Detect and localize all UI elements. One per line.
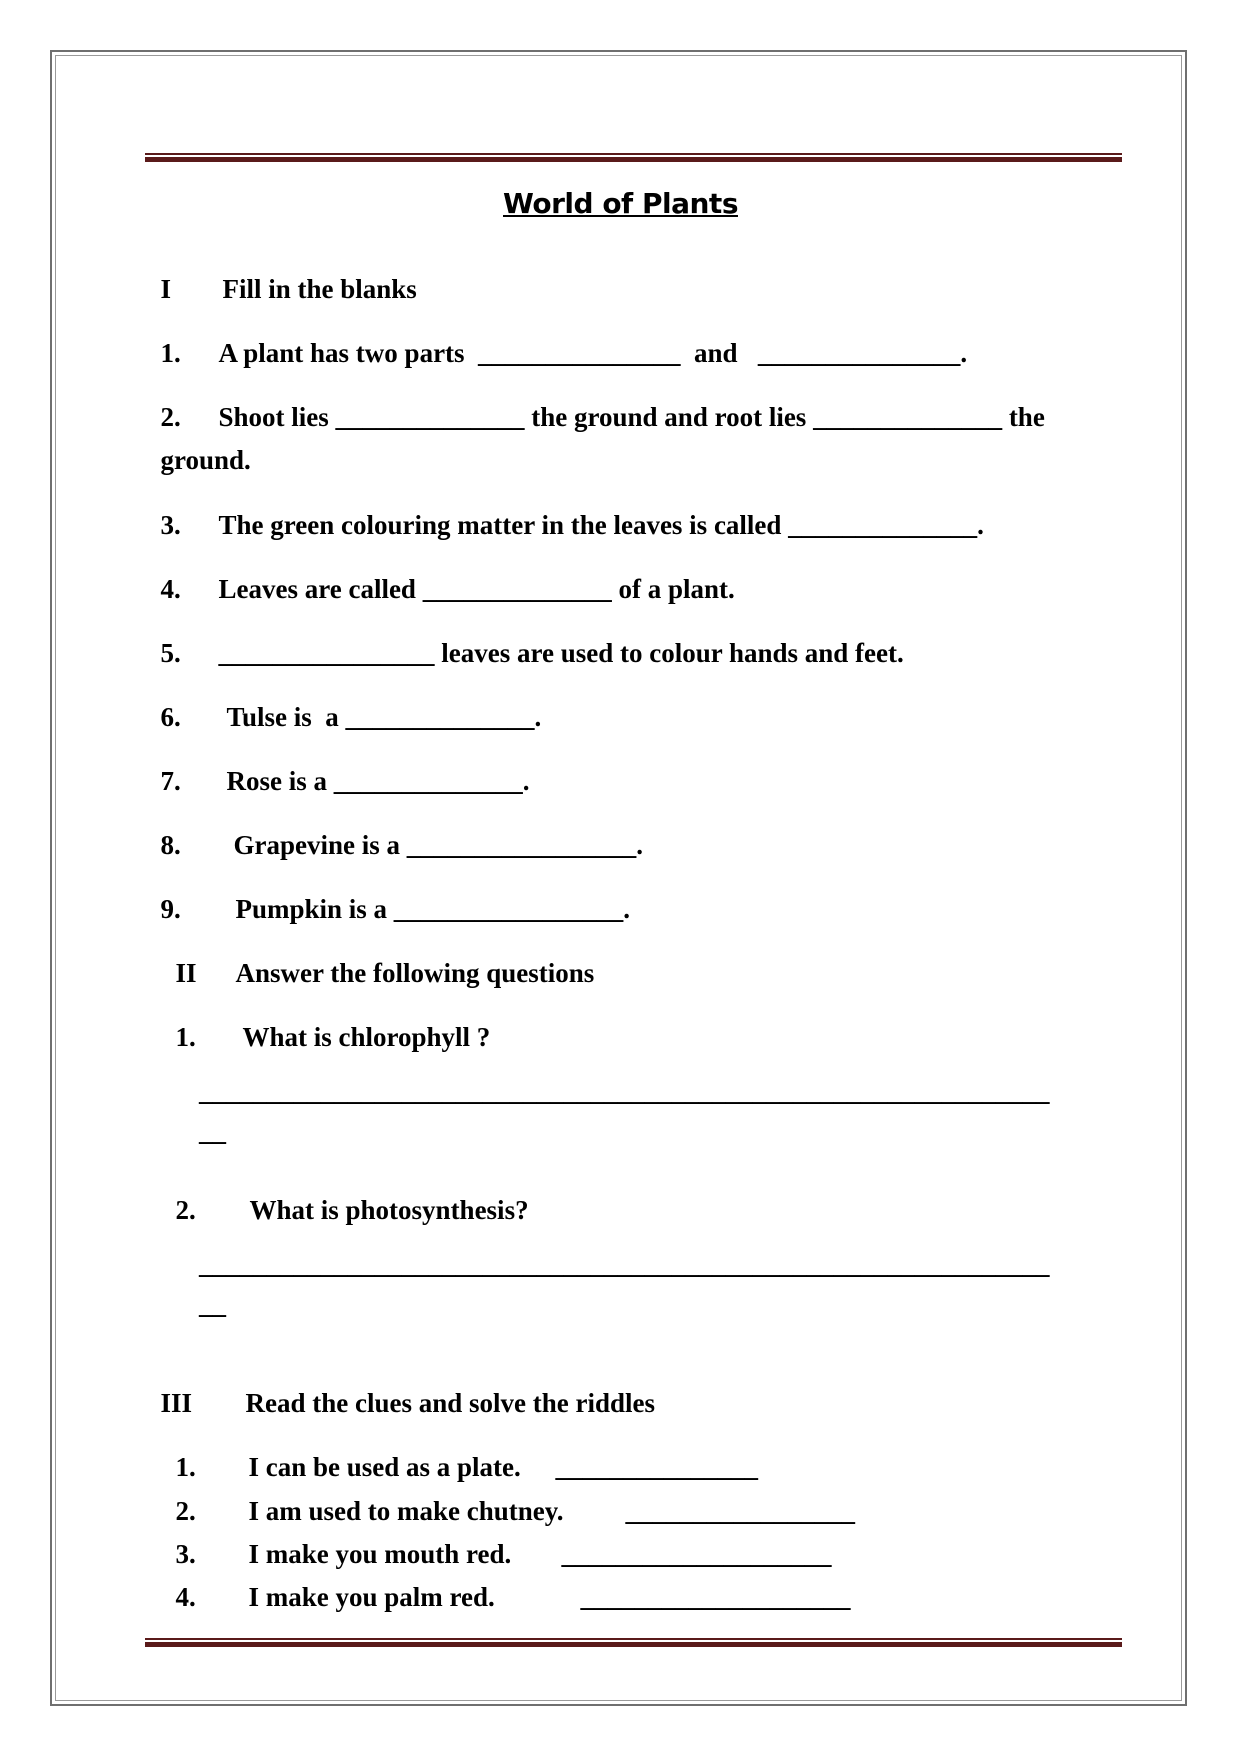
- riddle-blank: _________________: [625, 1496, 855, 1526]
- answer-line: _______________________________________________________________: [199, 1076, 1050, 1106]
- riddle-blank: ____________________: [580, 1582, 851, 1612]
- list-item: [147, 733, 530, 797]
- item-number: 2.: [175, 1496, 196, 1526]
- section-3-title: Read the clues and solve the riddles: [245, 1388, 656, 1418]
- list-item: [147, 669, 541, 733]
- bottom-divider: [145, 1638, 1122, 1647]
- item-text: Tulse is a ______________.: [226, 702, 542, 732]
- answer-line: _______________________________________________________________: [199, 1249, 1050, 1279]
- item-text: A plant has two parts _______________ and _______________.: [218, 338, 968, 368]
- list-item-continuation: [147, 412, 251, 476]
- item-number: 2.: [175, 1195, 196, 1225]
- section-2-title: Answer the following questions: [235, 958, 595, 988]
- riddle-blank: _______________: [555, 1452, 758, 1482]
- item-number: 6.: [160, 702, 181, 732]
- item-text: Pumpkin is a _________________.: [235, 894, 631, 924]
- top-divider: [145, 153, 1122, 162]
- section-3-numeral: III: [160, 1388, 193, 1418]
- item-text: Rose is a ______________.: [226, 766, 530, 796]
- page-title: World of Plants: [503, 187, 738, 220]
- riddle-text: I can be used as a plate.: [248, 1452, 521, 1482]
- riddle-blank: ____________________: [561, 1539, 832, 1569]
- item-text: ground.: [160, 445, 251, 475]
- list-item: [147, 605, 904, 669]
- section-1-heading: [147, 241, 417, 305]
- section-1-numeral: I: [160, 274, 172, 304]
- section-2-heading: [162, 925, 594, 989]
- question-text: What is chlorophyll ?: [242, 1022, 491, 1052]
- item-number: 9.: [160, 894, 181, 924]
- list-item: [147, 861, 630, 925]
- list-item: [147, 541, 735, 605]
- item-text: ________________ leaves are used to colour hands and feet.: [218, 638, 904, 668]
- item-text: Grapevine is a _________________.: [233, 830, 643, 860]
- item-number: 1.: [175, 1022, 196, 1052]
- list-item: [147, 477, 984, 541]
- item-number: 4.: [160, 574, 181, 604]
- riddle-text: I am used to make chutney.: [248, 1496, 564, 1526]
- list-item: [147, 305, 967, 369]
- item-number: 3.: [160, 510, 181, 540]
- answer-line-tail: __: [199, 1289, 226, 1319]
- item-number: 5.: [160, 638, 181, 668]
- item-number: 3.: [175, 1539, 196, 1569]
- item-number: 2.: [160, 402, 181, 432]
- question-text: What is photosynthesis?: [249, 1195, 529, 1225]
- riddle-text: I make you mouth red.: [248, 1539, 512, 1569]
- list-item: [147, 369, 1045, 433]
- section-2-numeral: II: [175, 958, 197, 988]
- item-number: 7.: [160, 766, 181, 796]
- item-number: 4.: [175, 1582, 196, 1612]
- item-number: 8.: [160, 830, 181, 860]
- question-item: [162, 989, 490, 1053]
- section-3-heading: [147, 1355, 655, 1419]
- list-item: [147, 797, 643, 861]
- item-text: Shoot lies ______________ the ground and root lies ______________ the: [218, 402, 1045, 432]
- riddle-item: [162, 1549, 851, 1613]
- item-number: 1.: [160, 338, 181, 368]
- answer-line-tail: __: [199, 1116, 226, 1146]
- item-text: Leaves are called ______________ of a plant.: [218, 574, 735, 604]
- section-1-title: Fill in the blanks: [222, 274, 417, 304]
- item-number: 1.: [175, 1452, 196, 1482]
- riddle-text: I make you palm red.: [248, 1582, 495, 1612]
- item-text: The green colouring matter in the leaves is called ______________.: [218, 510, 984, 540]
- question-item: [162, 1162, 529, 1226]
